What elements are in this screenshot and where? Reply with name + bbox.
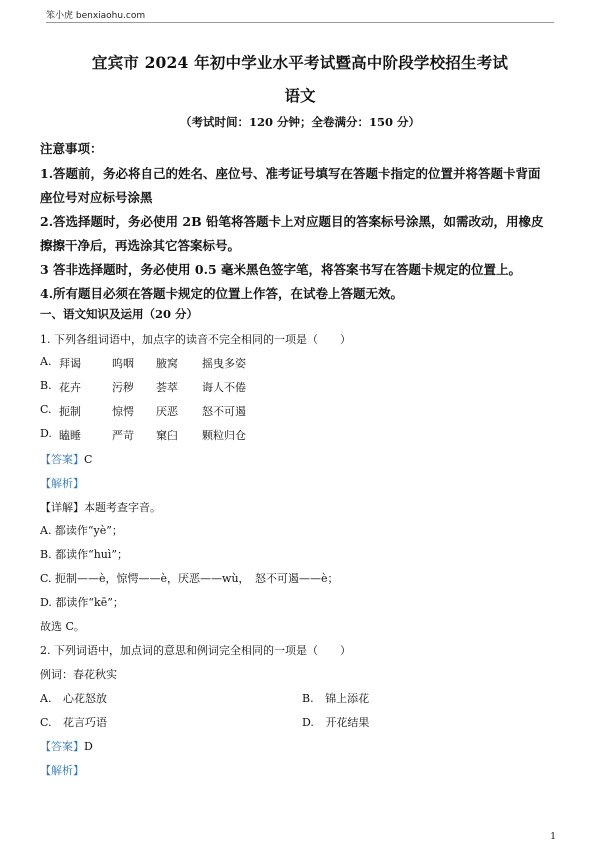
notice-item: 2.答选择题时，务必使用 2B 铅笔将答题卡上对应题目的答案标号涂黑，如需改动，用橡皮: [40, 214, 544, 229]
question-1-stem: 1. 下列各组词语中，加点字的读音不完全相同的一项是（ ）: [40, 333, 351, 346]
option-label: D.: [302, 716, 314, 729]
q2-option-c: [40, 714, 107, 730]
notice-item: 1.答题前，务必将自己的姓名、座位号、准考证号填写在答题卡指定的位置并将答题卡背面: [40, 166, 541, 181]
q1-option-b: [40, 379, 246, 394]
option-label: D.: [40, 427, 52, 440]
notice-item: 4.所有题目必须在答题卡规定的位置上作答，在试卷上答题无效。: [40, 286, 404, 301]
q2-answer: [40, 738, 93, 754]
q1-explanation-line: C. 扼制——è，惊愕——è，厌恶——wù， 怒不可遏——è；: [40, 572, 339, 585]
option-word: 摇曳多姿: [202, 357, 246, 370]
option-word: 花卉: [59, 381, 81, 394]
q2-option-d: [302, 714, 369, 730]
notice-item: 3 答非选择题时，务必使用 0.5 毫米黑色签字笔，将答案书写在答题卡规定的位置上。: [40, 262, 522, 277]
option-word: 呜咽: [112, 357, 134, 370]
header-divider: [46, 22, 554, 23]
q1-analysis: [40, 475, 84, 491]
option-label: B.: [302, 692, 314, 705]
exam-title: 宜宾市 2024 年初中学业水平考试暨高中阶段学校招生考试: [91, 53, 509, 72]
option-word: 诲人不倦: [202, 381, 246, 394]
option-word: 窠臼: [156, 429, 178, 442]
q1-explanation-line: B. 都读作“huì”；: [40, 548, 129, 561]
detail-tag: 【详解】: [40, 501, 84, 514]
exam-subject: 语文: [284, 86, 316, 105]
q2-analysis: [40, 762, 84, 778]
exam-time: （考试时间：120 分钟；全卷满分：150 分）: [179, 115, 420, 129]
option-text: 心花怒放: [62, 692, 107, 705]
option-word: 怒不可遏: [202, 405, 246, 418]
q1-explanation-line: D. 都读作“kē”；: [40, 596, 124, 609]
option-label: B.: [40, 379, 52, 392]
option-word: 扼制: [59, 405, 81, 418]
site-header: 笨小虎 benxiaohu.com: [46, 11, 146, 21]
option-label: A.: [40, 355, 52, 368]
q1-option-c: [40, 403, 246, 418]
q1-option-d: [40, 427, 246, 442]
q1-answer: [40, 451, 92, 467]
q1-option-a: [40, 355, 246, 370]
page-number: 1: [550, 832, 556, 842]
option-word: 瞌睡: [59, 429, 81, 442]
answer-tag: 【答案】: [40, 740, 84, 753]
q2-example: 例词：春花秋实: [40, 668, 117, 681]
option-word: 严苛: [112, 429, 134, 442]
answer-tag: 【答案】: [40, 453, 84, 466]
notice-heading: 注意事项：: [40, 141, 103, 156]
option-label: C.: [40, 716, 52, 729]
q1-explanation-line: A. 都读作“yè”；: [40, 524, 123, 537]
option-text: 花言巧语: [63, 716, 108, 729]
option-word: 厌恶: [156, 405, 178, 418]
notice-item: 擦擦干净后，再选涂其它答案标号。: [40, 238, 241, 253]
option-word: 腋窝: [156, 357, 178, 370]
q1-explanation-line: 故选 C。: [40, 620, 85, 633]
q2-option-a: [40, 690, 107, 706]
option-label: A.: [40, 692, 52, 705]
analysis-tag: 【解析】: [40, 477, 84, 490]
analysis-tag: 【解析】: [40, 764, 84, 777]
option-word: 颗粒归仓: [202, 429, 246, 442]
option-word: 拜谒: [59, 357, 81, 370]
q1-detail: [40, 499, 161, 515]
option-text: 开花结果: [325, 716, 370, 729]
answer-value: D: [84, 740, 93, 753]
question-2-stem: 2. 下列词语中，加点词的意思和例词完全相同的一项是（ ）: [40, 644, 351, 657]
notice-item: 座位号对应标号涂黑: [40, 190, 153, 205]
section-heading: 一、语文知识及运用（20 分）: [40, 307, 199, 321]
option-word: 惊愕: [112, 405, 134, 418]
option-word: 污秽: [112, 381, 134, 394]
q2-option-b: [302, 690, 369, 706]
answer-value: C: [84, 453, 93, 466]
option-word: 荟萃: [156, 381, 178, 394]
option-text: 锦上添花: [325, 692, 370, 705]
detail-text: 本题考查字音。: [84, 501, 161, 514]
option-label: C.: [40, 403, 52, 416]
